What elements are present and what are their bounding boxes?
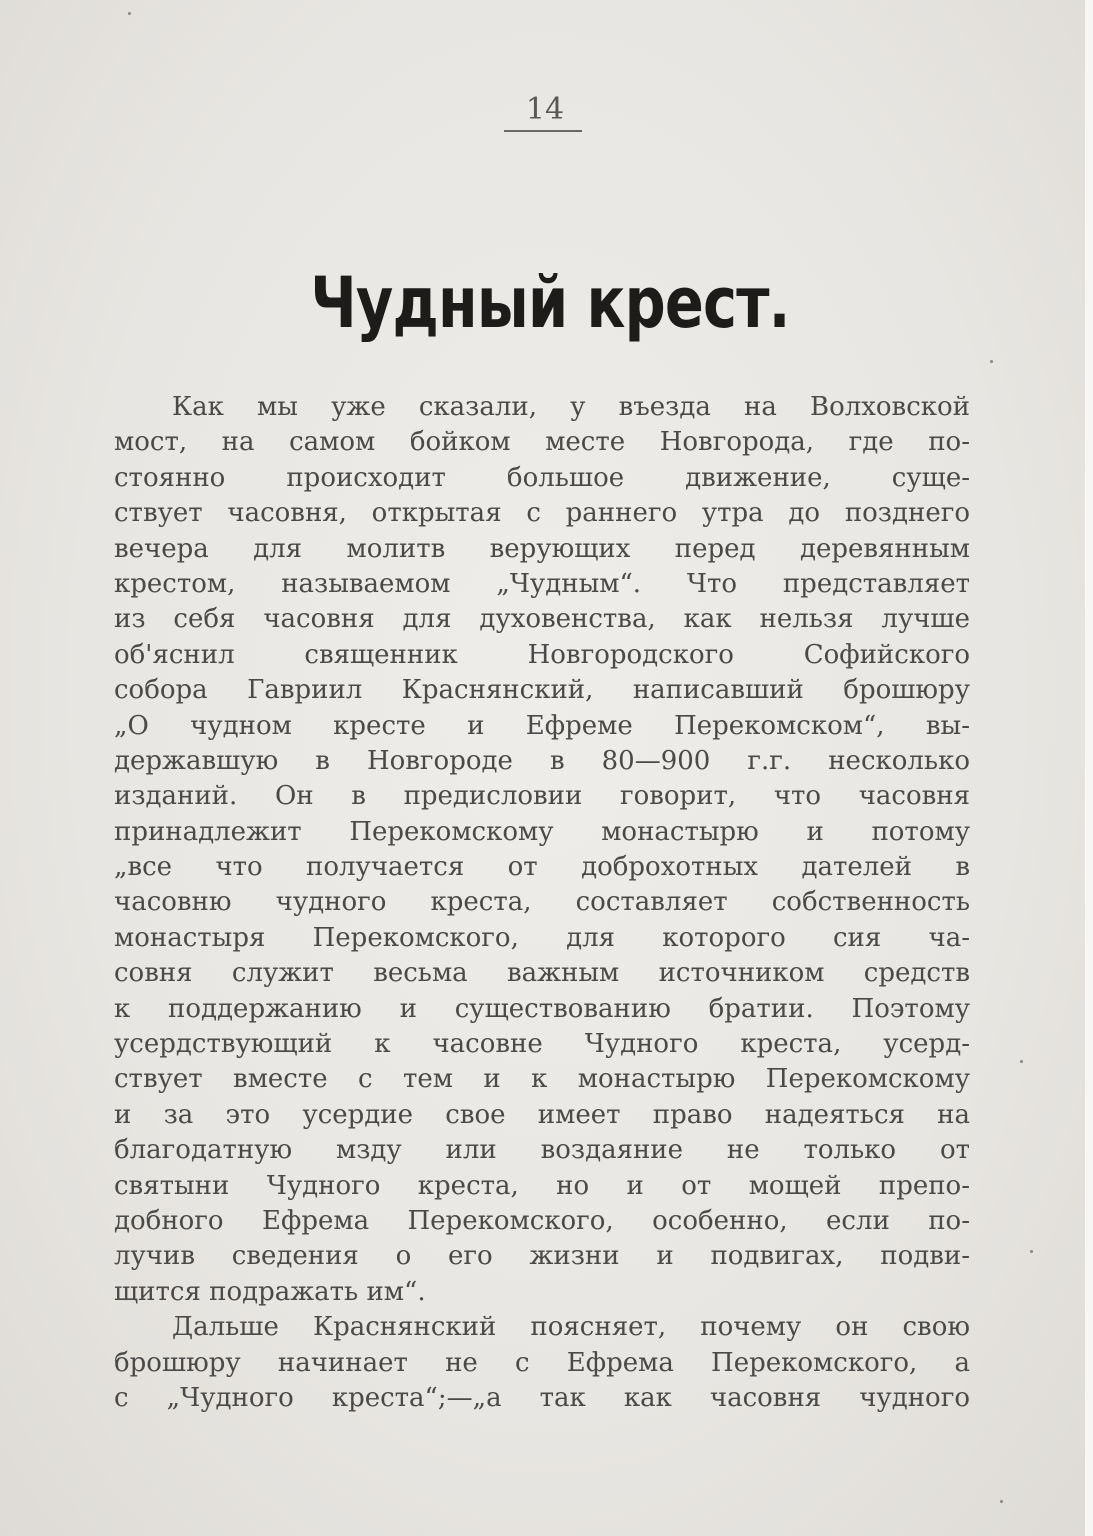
print-speck [1000,1500,1003,1503]
paragraph-2 [114,1310,970,1416]
body-text [114,390,970,1416]
text-line: „О чудном кресте и Ефреме Перекомском“, вы- [114,710,970,741]
page-number: 14 [525,92,565,127]
text-line: об'яснил священник Новгородского Софийского [114,639,970,670]
text-line: стоянно происходит большое движение, суще- [114,462,970,493]
text-line: брошюру начинает не с Ефрема Перекомского, а [114,1347,970,1378]
page-number-underline [504,130,582,132]
text-line: „все что получается от доброхотных дателей в [114,852,970,883]
text-line: совня служит весьма важным источником средств [114,958,970,989]
text-line: лучив сведения о его жизни и подвигах, подви- [114,1241,970,1272]
text-line: благодатную мзду или воздаяние не только от [114,1135,970,1166]
text-line: собора Гавриил Краснянский, написавший брошюру [114,675,970,706]
text-line: изданий. Он в предисловии говорит, что часовня [114,781,970,812]
text-line: усердствующий к часовне Чудного креста, усерд- [114,1029,970,1060]
text-line: Дальше Краснянский поясняет, почему он свою [172,1312,970,1343]
chapter-title: Чудный крест. [310,262,790,344]
text-line: державшую в Новгороде в 80—900 г.г. несколько [114,745,970,776]
text-line: с „Чудного креста“;—„а так как часовня чудного [114,1382,970,1413]
print-speck [1030,1250,1033,1253]
text-line: монастыря Перекомского, для которого сия ча- [114,922,970,953]
print-speck [128,12,131,15]
text-line: вечера для молитв верующих перед деревянным [114,533,970,564]
text-line: часовню чудного креста, составляет собственность [114,887,970,918]
text-line: к поддержанию и существованию братии. Поэтому [114,993,970,1024]
print-speck [990,360,993,363]
text-line: ствует вместе с тем и к монастырю Перекомскому [114,1064,970,1095]
paragraph-1 [114,390,970,1310]
text-line: святыни Чудного креста, но и от мощей препо- [114,1170,970,1201]
page-edge [1085,0,1093,1536]
text-line: крестом, называемом „Чудным“. Что представляет [114,568,970,599]
text-line: щится подражать им“. [114,1276,426,1307]
text-line: и за это усердие свое имеет право надеяться на [114,1099,970,1130]
text-line: Как мы уже сказали, у въезда на Волховской [172,392,970,422]
text-line: ствует часовня, открытая с раннего утра до позднего [114,498,970,529]
text-line: добного Ефрема Перекомского, особенно, если по- [114,1205,970,1236]
text-line: из себя часовня для духовенства, как нельзя лучше [114,604,970,635]
text-line: мост, на самом бойком месте Новгорода, где по- [114,427,970,458]
text-line: принадлежит Перекомскому монастырю и потому [114,816,970,847]
print-speck [1020,1060,1023,1063]
